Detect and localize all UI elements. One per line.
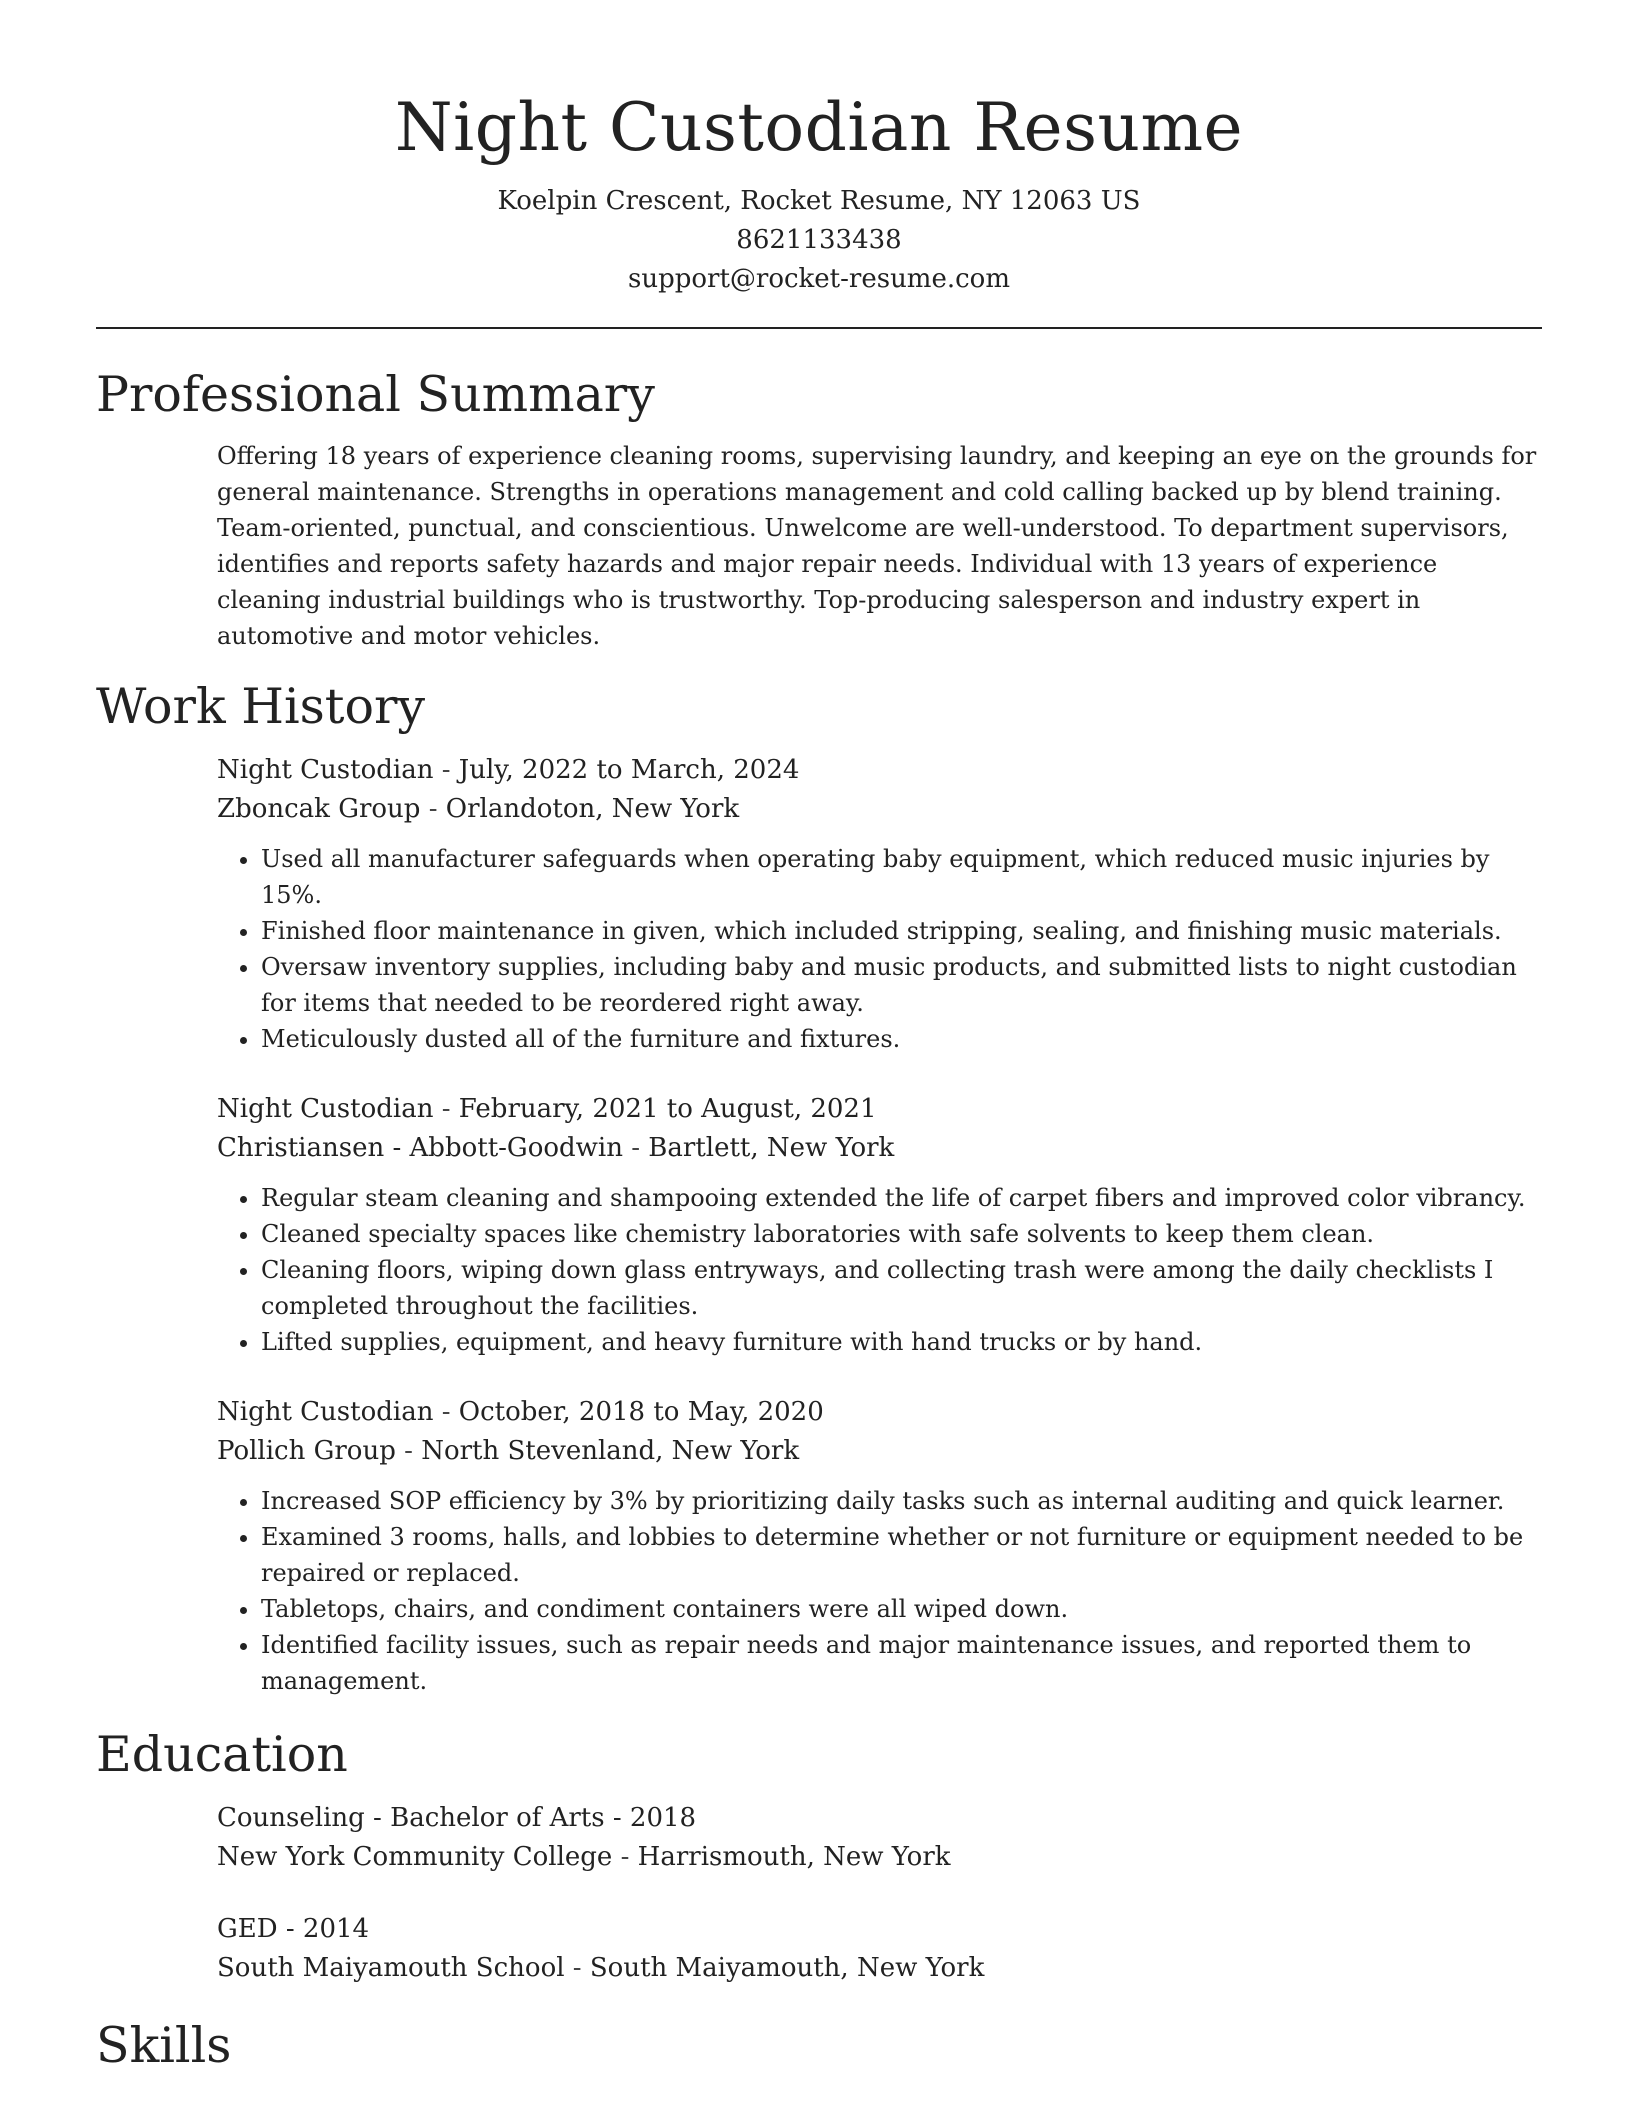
job-bullets <box>217 1180 1542 1360</box>
contact-block <box>96 182 1542 299</box>
job-dates: February, 2021 to August, 2021 <box>458 1094 877 1124</box>
header-divider <box>96 327 1542 329</box>
contact-phone: 8621133438 <box>736 225 902 255</box>
job-location: Orlandoton, New York <box>445 794 740 824</box>
education-list <box>217 1799 1542 1988</box>
job-bullet: • Identified facility issues, such as repair needs and major maintenance issues, and reported them to management. <box>261 1627 1542 1699</box>
job-employer-line: Christiansen - Abbott-Goodwin - Bartlett, New York <box>217 1133 895 1163</box>
resume-header <box>96 0 1542 299</box>
job-title-line: Night Custodian - February, 2021 to August, 2021 <box>217 1094 877 1124</box>
job-employer: Christiansen - Abbott-Goodwin <box>217 1133 623 1163</box>
job-location: Bartlett, New York <box>648 1133 895 1163</box>
job-bullet: • Finished floor maintenance in given, which included stripping, sealing, and finishing music materials. <box>261 913 1542 949</box>
job-bullet: • Oversaw inventory supplies, including baby and music products, and submitted lists to night custodian for items that needed to be reordered right away. <box>261 949 1542 1021</box>
education-school-line: New York Community College - Harrismouth, New York <box>217 1842 951 1872</box>
education-school: New York Community College <box>217 1842 613 1872</box>
job-title-line: Night Custodian - October, 2018 to May, 2020 <box>217 1397 824 1427</box>
job-bullets <box>217 1483 1542 1699</box>
education-school-line: South Maiyamouth School - South Maiyamouth, New York <box>217 1953 985 1983</box>
contact-address: Koelpin Crescent, Rocket Resume, NY 12063 US <box>497 186 1141 216</box>
skills-heading: Skills <box>96 2017 232 2074</box>
job-role: Night Custodian <box>217 755 434 785</box>
job-bullet: • Meticulously dusted all of the furniture and fixtures. <box>261 1021 1542 1057</box>
work-history-heading: Work History <box>96 678 426 735</box>
job-employer: Pollich Group <box>217 1436 396 1466</box>
education-entry <box>217 1799 1542 1877</box>
job-bullet: • Increased SOP efficiency by 3% by prioritizing daily tasks such as internal auditing and quick learner. <box>261 1483 1542 1519</box>
job-entry <box>217 1090 1542 1360</box>
job-employer: Zboncak Group <box>217 794 421 824</box>
job-employer-line: Pollich Group - North Stevenland, New York <box>217 1436 800 1466</box>
education-degree-line: Counseling - Bachelor of Arts - 2018 <box>217 1803 697 1833</box>
job-bullet: • Regular steam cleaning and shampooing extended the life of carpet fibers and improved color vibrancy. <box>261 1180 1542 1216</box>
summary-text: Offering 18 years of experience cleaning rooms, supervising laundry, and keeping an eye on the grounds for general maintenance. Strengths in operations management and cold calling backed up by blend training. Team-oriented, punctual, and conscientious. Unwelcome are well-understood. To department supervisors, identifies and reports safety hazards and major repair needs. Individual with 13 years of experience cleaning industrial buildings who is trustworthy. Top-producing salesperson and industry expert in automotive and motor vehicles. <box>217 442 1537 650</box>
job-bullet: • Cleaning floors, wiping down glass entryways, and collecting trash were among the daily checklists I completed throughout the facilities. <box>261 1252 1542 1324</box>
education-school: South Maiyamouth School <box>217 1953 565 1983</box>
education-degree-line: GED - 2014 <box>217 1914 370 1944</box>
job-bullet: • Tabletops, chairs, and condiment containers were all wiped down. <box>261 1591 1542 1627</box>
job-entry <box>217 1393 1542 1699</box>
job-bullet: • Used all manufacturer safeguards when operating baby equipment, which reduced music injuries by 15%. <box>261 841 1542 913</box>
job-bullet: • Lifted supplies, equipment, and heavy furniture with hand trucks or by hand. <box>261 1324 1542 1360</box>
job-title-line: Night Custodian - July, 2022 to March, 2024 <box>217 755 800 785</box>
job-employer-line: Zboncak Group - Orlandoton, New York <box>217 794 740 824</box>
job-bullets <box>217 841 1542 1057</box>
job-location: North Stevenland, New York <box>421 1436 800 1466</box>
education-entry <box>217 1910 1542 1988</box>
education-location: Harrismouth, New York <box>637 1842 951 1872</box>
resume-page <box>96 0 1542 2076</box>
job-dates: October, 2018 to May, 2020 <box>458 1397 824 1427</box>
contact-email: support@rocket-resume.com <box>627 264 1010 294</box>
job-role: Night Custodian <box>217 1397 434 1427</box>
job-dates: July, 2022 to March, 2024 <box>458 755 800 785</box>
job-role: Night Custodian <box>217 1094 434 1124</box>
summary-heading: Professional Summary <box>96 366 655 423</box>
education-location: South Maiyamouth, New York <box>589 1953 985 1983</box>
job-entry <box>217 751 1542 1057</box>
education-heading: Education <box>96 1726 348 1783</box>
job-bullet: • Cleaned specialty spaces like chemistry laboratories with safe solvents to keep them clean. <box>261 1216 1542 1252</box>
resume-title: Night Custodian Resume <box>394 89 1244 166</box>
job-bullet: • Examined 3 rooms, halls, and lobbies to determine whether or not furniture or equipment needed to be repaired or replaced. <box>261 1519 1542 1591</box>
work-history-list <box>217 751 1542 1699</box>
